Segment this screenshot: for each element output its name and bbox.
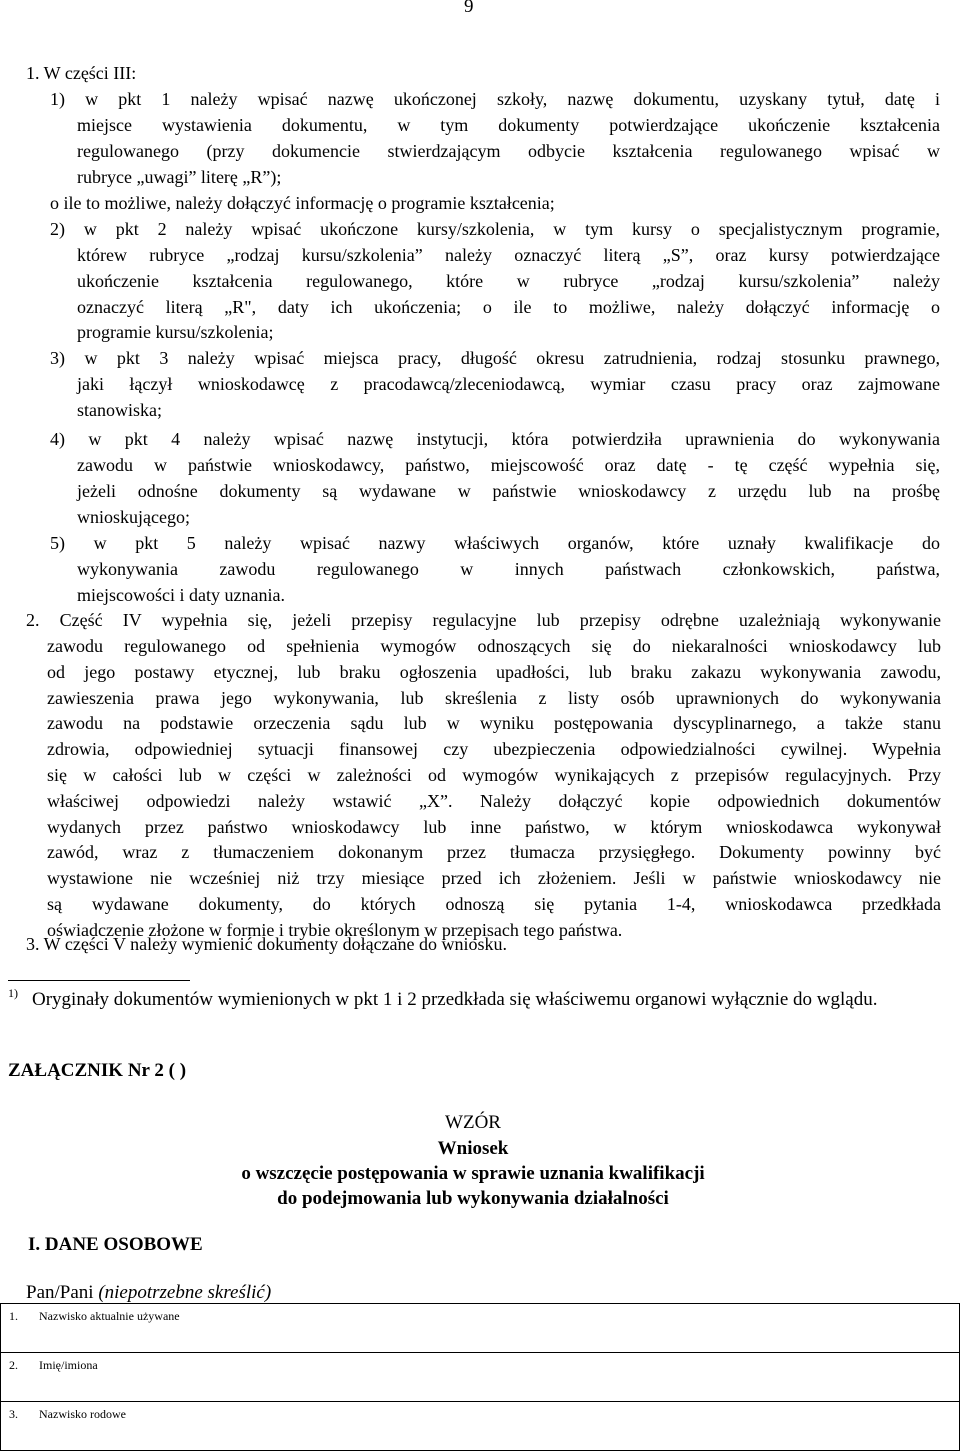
item-3-text: 3. W części V należy wymienić dokumenty dołączane do wniosku. — [26, 934, 508, 954]
page-number: 9 — [464, 0, 474, 17]
item-1-2-line: którew rubryce „rodzaj kursu/szkolenia” należy oznaczyć literą „S”, oraz kursy potwierdzające — [77, 245, 940, 265]
item-1-5-line: miejscowości i daty uznania. — [77, 584, 285, 605]
item-1-4-line: wnioskującego; — [77, 506, 190, 527]
item-2-cont — [47, 634, 941, 944]
item-1-4-cont — [77, 453, 940, 530]
item-1-1-line: miejsce wystawienia dokumentu, w tym dokumenty potwierdzające ukończenie kształcenia — [77, 115, 940, 135]
item-1-5-line: 5) w pkt 5 należy wpisać nazwy właściwych organów, które uznały kwalifikacje do — [50, 533, 940, 553]
item-1-2-line: programie kursu/szkolenia; — [77, 322, 274, 343]
item-1-5-text — [50, 531, 940, 557]
item-2-line: się w całości lub w części w zależności od wymogów wynikających z przepisów regulacyjnych. Przy — [47, 764, 941, 785]
item-1-5-line: wykonywania zawodu regulowanego w innych państwach członkowskich, państwa, — [77, 559, 940, 579]
table-row — [1, 1402, 960, 1451]
footnote-marker: 1) — [8, 986, 18, 1000]
form-wniosek: Wniosek — [437, 1138, 509, 1159]
form-subtitle-1: o wszczęcie postępowania w sprawie uznania kwalifikacji — [241, 1163, 705, 1184]
field-label: Nazwisko rodowe — [39, 1407, 126, 1421]
section-title: I. DANE OSOBOWE — [28, 1234, 203, 1255]
table-row — [1, 1353, 960, 1402]
item-1-2-cont — [77, 243, 940, 346]
item-1-2-line: oznaczyć literą „R", daty ich ukończenia; o ile to możliwe, należy dołączyć informację o — [77, 296, 940, 317]
pan-pani — [26, 1282, 271, 1304]
field-number: 2. — [9, 1358, 18, 1372]
attachment-title: ZAŁĄCZNIK Nr 2 ( ) — [8, 1060, 187, 1081]
item-1-4-line: jeżeli odnośne dokumenty są wydawane w państwie wnioskodawcy z urzędu lub na prośbę — [77, 480, 940, 501]
field-label: Imię/imiona — [39, 1358, 98, 1372]
item-1-3-line: 3) w pkt 3 należy wpisać miejsca pracy, długość okresu zatrudnienia, rodzaj stosunku prawnego, — [50, 348, 940, 368]
table-row — [1, 1304, 960, 1353]
item-1-1-cont — [77, 113, 940, 190]
item-2-line: zdrowia, odpowiedniej sytuacji finansowej czy ubezpieczenia odpowiedzialności cywilnej. Wypełnia — [47, 739, 941, 760]
item-1-3-line: jaki łączył wnioskodawcę z pracodawcą/zleceniodawcą, wymiar czasu pracy oraz zajmowane — [77, 374, 940, 394]
item-1-5-cont — [77, 557, 940, 609]
item-2-line: wystawione nie wcześniej niż trzy miesiące przed ich złożeniem. Jeśli w państwie wnioskodawcy nie — [47, 868, 941, 889]
item-1-1-text — [50, 87, 940, 113]
item-2-line: zawodu na podstawie orzeczenia sądu lub w wyniku postępowania dyscyplinarnego, a także stanu — [47, 713, 941, 734]
item-2-line: zawodu regulowanego od spełnienia wymogów odnoszących się do niekaralności wnioskodawcy lub — [47, 636, 941, 656]
footnote-separator — [8, 980, 190, 981]
field-surname-current[interactable] — [1, 1304, 960, 1353]
item-2-line: wydanych przez państwo wnioskodawcy lub inne państwo, w którym wnioskodawca wykonywał — [47, 816, 941, 837]
item-2-line: zawieszenia prawa jego wykonywania, lub skreślenia z listy osób uprawnionych do wykonywania — [47, 687, 941, 708]
pan-pani-note: (niepotrzebne skreślić) — [98, 1282, 272, 1303]
field-number: 3. — [9, 1407, 18, 1421]
field-first-names[interactable] — [1, 1353, 960, 1402]
item-1-4-line: zawodu w państwie wnioskodawcy, państwo, miejscowość oraz datę - tę część wypełnia się, — [77, 455, 940, 475]
item-1-2-text — [50, 217, 940, 243]
item-2-line: oświadczenie złożone w formie i trybie określonym w przepisach tego państwa. — [47, 919, 623, 940]
item-2-line: 2. Część IV wypełnia się, jeżeli przepisy regulacyjne lub przepisy odrębne uzależniają wykonywanie — [26, 610, 941, 630]
item-1-3-cont — [77, 372, 940, 424]
item-2-line: są wydawane dokumenty, do których odnoszą się pytania 1-4, wnioskodawca przedkłada — [47, 893, 941, 914]
item-2-line: zawód, wraz z tłumaczeniem dokonanym przez tłumacza przysięgłego. Dokumenty powinny być — [47, 842, 941, 863]
item-1-4-text — [50, 427, 940, 453]
pan-pani-label: Pan/Pani — [26, 1282, 94, 1303]
field-number: 1. — [9, 1309, 18, 1323]
personal-data-table — [0, 1303, 960, 1451]
item-1-1-note: o ile to możliwe, należy dołączyć informację o programie kształcenia; — [50, 193, 555, 213]
item-1-1-line: 1) w pkt 1 należy wpisać nazwę ukończonej szkoły, nazwę dokumentu, uzyskany tytuł, datę i — [50, 89, 940, 109]
item-1-3-text — [50, 346, 940, 372]
form-wzor: WZÓR — [445, 1112, 501, 1133]
item-2-text — [26, 608, 941, 634]
field-label: Nazwisko aktualnie używane — [39, 1309, 180, 1323]
item-2-line: od jego postawy etycznej, lub braku ogłoszenia upadłości, lub braku zakazu wykonywania zawodu, — [47, 661, 941, 682]
item-1-1-line: rubryce „uwagi” literę „R”); — [77, 166, 282, 187]
item-1-3-line: stanowiska; — [77, 399, 162, 420]
field-surname-birth[interactable] — [1, 1402, 960, 1451]
form-subtitle-2: do podejmowania lub wykonywania działalności — [277, 1188, 669, 1209]
item-1-1-line: regulowanego (przy dokumencie stwierdzającym odbycie kształcenia regulowanego wpisać w — [77, 140, 940, 161]
item-2-line: właściwej odpowiedzi należy wstawić „X”. Należy dołączyć kopie odpowiednich dokumentów — [47, 790, 941, 811]
item-1-4-line: 4) w pkt 4 należy wpisać nazwę instytucji, która potwierdziła uprawnienia do wykonywania — [50, 429, 940, 449]
item-1-2-line: 2) w pkt 2 należy wpisać ukończone kursy/szkolenia, w tym kursy o specjalistycznym programie, — [50, 219, 940, 239]
item-1-heading: 1. W części III: — [26, 63, 137, 83]
footnote-text: Oryginały dokumentów wymienionych w pkt 1 i 2 przedkłada się właściwemu organowi wyłącznie do wglądu. — [32, 989, 878, 1010]
item-1-2-line: ukończenie kształcenia regulowanego, które w rubryce „rodzaj kursu/szkolenia” należy — [77, 270, 940, 291]
